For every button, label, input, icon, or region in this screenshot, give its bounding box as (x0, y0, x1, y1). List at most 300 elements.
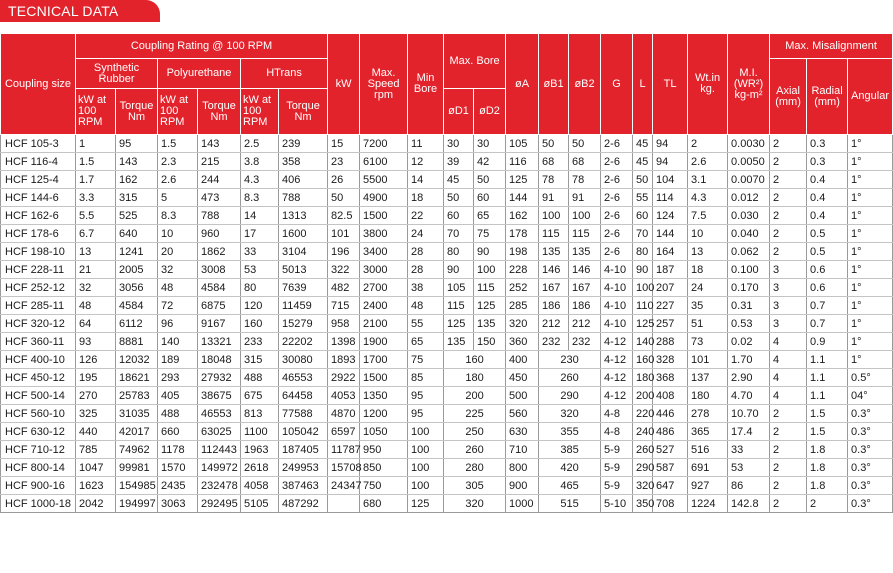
table-cell: 750 (360, 477, 408, 495)
table-cell: 143 (116, 153, 158, 171)
table-cell: 4-10 (601, 315, 633, 333)
table-cell: 33 (241, 243, 279, 261)
table-cell: 320 (506, 315, 539, 333)
table-cell: 560 (506, 405, 539, 423)
table-cell: 290 (633, 459, 653, 477)
table-cell: 99981 (116, 459, 158, 477)
table-cell: 51 (688, 315, 728, 333)
table-cell: 2 (807, 495, 848, 513)
table-cell: 2 (770, 189, 807, 207)
header-polyurethane: Polyurethane (158, 59, 241, 89)
table-cell: 0.6 (807, 279, 848, 297)
table-cell: 0.3 (807, 153, 848, 171)
table-cell: HCF 228-11 (1, 261, 76, 279)
table-cell: 525 (116, 207, 158, 225)
table-cell: 785 (76, 441, 116, 459)
table-cell: 212 (539, 315, 569, 333)
table-cell: 328 (653, 351, 688, 369)
table-cell: 400 (506, 351, 539, 369)
header-min-bore: Min Bore (408, 34, 444, 135)
table-cell: 100 (408, 477, 444, 495)
table-cell: 2-6 (601, 225, 633, 243)
header-synthetic-rubber: Synthetic Rubber (76, 59, 158, 89)
table-cell: 647 (653, 477, 688, 495)
table-cell: 77588 (279, 405, 328, 423)
table-cell: 270 (76, 387, 116, 405)
header-od1: øD1 (444, 89, 474, 135)
table-cell: 2-6 (601, 153, 633, 171)
section-title: TECNICAL DATA (8, 3, 119, 19)
table-cell: HCF 198-10 (1, 243, 76, 261)
table-cell: 0.3 (807, 135, 848, 153)
table-cell: 1000 (506, 495, 539, 513)
table-cell: 26 (328, 171, 360, 189)
table-cell: 587 (653, 459, 688, 477)
table-cell: 1 (76, 135, 116, 153)
table-cell: 189 (158, 351, 198, 369)
table-row (1, 441, 893, 459)
table-cell: 355 (539, 423, 601, 441)
table-cell: 73 (688, 333, 728, 351)
table-cell: 691 (688, 459, 728, 477)
table-cell: 239 (279, 135, 328, 153)
table-cell: 4 (770, 387, 807, 405)
table-cell: 2-6 (601, 189, 633, 207)
table-cell: 420 (539, 459, 601, 477)
table-cell: 22202 (279, 333, 328, 351)
table-cell: 160 (633, 351, 653, 369)
table-cell: 180 (633, 369, 653, 387)
table-cell: 13 (76, 243, 116, 261)
table-cell: 315 (241, 351, 279, 369)
table-cell: 28 (408, 261, 444, 279)
table-cell: 710 (506, 441, 539, 459)
table-cell: 90 (444, 261, 474, 279)
table-cell: 2 (770, 207, 807, 225)
table-cell: 38675 (198, 387, 241, 405)
table-cell: HCF 178-6 (1, 225, 76, 243)
table-cell: 125 (408, 495, 444, 513)
table-cell: 958 (328, 315, 360, 333)
table-cell: 65 (408, 333, 444, 351)
table-row (1, 387, 893, 405)
header-htrans: HTrans (241, 59, 328, 89)
table-cell: HCF 162-6 (1, 207, 76, 225)
table-cell: 154985 (116, 477, 158, 495)
table-cell: 24 (688, 279, 728, 297)
table-cell: 1° (848, 243, 893, 261)
table-cell: HCF 252-12 (1, 279, 76, 297)
table-cell: 135 (474, 315, 506, 333)
header-ob2: øB2 (569, 34, 601, 135)
table-cell: 3063 (158, 495, 198, 513)
table-cell: 94 (653, 135, 688, 153)
table-cell: 15708 (328, 459, 360, 477)
table-cell: 194997 (116, 495, 158, 513)
table-cell: 50 (633, 171, 653, 189)
table-cell: 0.5 (807, 243, 848, 261)
table-cell: 2-6 (601, 207, 633, 225)
table-cell: 1.1 (807, 369, 848, 387)
table-cell: 82.5 (328, 207, 360, 225)
table-cell: 96 (158, 315, 198, 333)
table-cell: 3.1 (688, 171, 728, 189)
table-cell: 0.9 (807, 333, 848, 351)
table-cell: 660 (158, 423, 198, 441)
table-row (1, 459, 893, 477)
table-cell: 93 (76, 333, 116, 351)
table-cell: 249953 (279, 459, 328, 477)
table-cell: 28 (408, 243, 444, 261)
table-cell: 2 (688, 135, 728, 153)
table-cell: 320 (444, 495, 506, 513)
table-cell: 115 (539, 225, 569, 243)
table-cell: 120 (241, 297, 279, 315)
table-cell: 42 (474, 153, 506, 171)
table-cell: 104 (653, 171, 688, 189)
table-row (1, 405, 893, 423)
table-cell: 408 (653, 387, 688, 405)
table-cell: 1.5 (807, 423, 848, 441)
table-cell: 4-12 (601, 351, 633, 369)
header-mi-line1: M.I. (739, 66, 758, 79)
table-cell: 207 (653, 279, 688, 297)
table-cell: 114 (653, 189, 688, 207)
table-cell: 368 (653, 369, 688, 387)
table-cell: 18 (688, 261, 728, 279)
table-cell: 78 (569, 171, 601, 189)
table-cell: 2 (770, 495, 807, 513)
table-cell: 80 (444, 243, 474, 261)
table-cell: 0.4 (807, 189, 848, 207)
table-cell: 4-12 (601, 333, 633, 351)
table-cell: 11 (408, 135, 444, 153)
table-cell: 124 (653, 207, 688, 225)
table-cell: 230 (539, 351, 601, 369)
table-cell: 60 (444, 207, 474, 225)
table-cell: 33 (728, 441, 770, 459)
table-cell: 50 (328, 189, 360, 207)
table-cell: 80 (241, 279, 279, 297)
table-cell: 0.0070 (728, 171, 770, 189)
table-row (1, 333, 893, 351)
table-cell: 186 (539, 297, 569, 315)
table-cell: 252 (506, 279, 539, 297)
table-cell: 2 (770, 459, 807, 477)
table-cell: 8.3 (158, 207, 198, 225)
table-cell: 233 (241, 333, 279, 351)
table-cell: 4.3 (688, 189, 728, 207)
table-cell (328, 495, 360, 513)
table-cell: 293 (158, 369, 198, 387)
table-cell: 162 (116, 171, 158, 189)
table-cell: 4-12 (601, 369, 633, 387)
table-cell: 10.70 (728, 405, 770, 423)
table-cell: 1° (848, 135, 893, 153)
table-cell: 0.7 (807, 297, 848, 315)
table-cell: 68 (539, 153, 569, 171)
table-cell: HCF 320-12 (1, 315, 76, 333)
table-cell: 64 (76, 315, 116, 333)
table-cell: 2.6 (158, 171, 198, 189)
table-cell: 32 (158, 261, 198, 279)
table-cell: 143 (198, 135, 241, 153)
table-cell: 11787 (328, 441, 360, 459)
table-cell: HCF 710-12 (1, 441, 76, 459)
table-cell: 112443 (198, 441, 241, 459)
table-cell: 950 (360, 441, 408, 459)
table-cell: 1862 (198, 243, 241, 261)
table-cell: 12032 (116, 351, 158, 369)
table-cell: 100 (408, 423, 444, 441)
table-cell: 9167 (198, 315, 241, 333)
table-cell: 1500 (360, 207, 408, 225)
table-cell: 0.4 (807, 207, 848, 225)
table-cell: 101 (328, 225, 360, 243)
table-cell: 1° (848, 261, 893, 279)
table-cell: 0.3° (848, 459, 893, 477)
table-cell: 3800 (360, 225, 408, 243)
table-cell: 1.5 (158, 135, 198, 153)
table-cell: 04° (848, 387, 893, 405)
table-cell: 1° (848, 207, 893, 225)
table-cell: 1893 (328, 351, 360, 369)
table-cell: 0.062 (728, 243, 770, 261)
table-cell: 110 (633, 297, 653, 315)
table-cell: 4058 (241, 477, 279, 495)
header-coupling-rating: Coupling Rating @ 100 RPM (76, 34, 328, 59)
header-max-speed: Max. Speed rpm (360, 34, 408, 135)
table-cell: 46553 (198, 405, 241, 423)
table-cell: 17 (241, 225, 279, 243)
table-cell: 48 (408, 297, 444, 315)
table-body (1, 135, 893, 513)
table-cell: 55 (408, 315, 444, 333)
table-cell: HCF 285-11 (1, 297, 76, 315)
table-cell: HCF 1000-18 (1, 495, 76, 513)
table-cell: 137 (688, 369, 728, 387)
table-cell: 487292 (279, 495, 328, 513)
table-cell: 2.6 (688, 153, 728, 171)
table-cell: 10 (688, 225, 728, 243)
table-cell: 788 (198, 207, 241, 225)
table-cell: 200 (444, 387, 506, 405)
table-cell: 2 (770, 135, 807, 153)
table-cell: 1178 (158, 441, 198, 459)
table-cell: 149972 (198, 459, 241, 477)
table-cell: 515 (539, 495, 601, 513)
table-row (1, 477, 893, 495)
table-cell: 195 (76, 369, 116, 387)
table-cell: 200 (633, 387, 653, 405)
table-cell: 13321 (198, 333, 241, 351)
table-cell: 50 (444, 189, 474, 207)
table-cell: 18048 (198, 351, 241, 369)
table-cell: 1241 (116, 243, 158, 261)
table-cell: 1° (848, 225, 893, 243)
table-cell: 1398 (328, 333, 360, 351)
header-axial: Axial (mm) (770, 59, 807, 135)
table-cell: 360 (506, 333, 539, 351)
table-cell: 95 (408, 387, 444, 405)
header-od2: øD2 (474, 89, 506, 135)
table-cell: 1623 (76, 477, 116, 495)
table-row (1, 315, 893, 333)
table-cell: 2 (770, 423, 807, 441)
table-cell: 115 (444, 297, 474, 315)
table-cell: 22 (408, 207, 444, 225)
table-cell: 1° (848, 297, 893, 315)
table-cell: 144 (653, 225, 688, 243)
table-cell: 160 (241, 315, 279, 333)
table-cell: 1.5 (807, 405, 848, 423)
table-cell: 406 (279, 171, 328, 189)
table-cell: HCF 900-16 (1, 477, 76, 495)
table-cell: 2005 (116, 261, 158, 279)
table-cell: 2-6 (601, 135, 633, 153)
table-cell: 30 (474, 135, 506, 153)
table-cell: 4 (770, 351, 807, 369)
table-cell: 2.5 (241, 135, 279, 153)
table-cell: 5105 (241, 495, 279, 513)
table-cell: 280 (444, 459, 506, 477)
table-cell: 325 (76, 405, 116, 423)
table-cell: 135 (569, 243, 601, 261)
table-cell: 0.6 (807, 261, 848, 279)
table-cell: 4-12 (601, 387, 633, 405)
table-cell: 78 (539, 171, 569, 189)
table-cell: 5013 (279, 261, 328, 279)
table-cell: 4584 (198, 279, 241, 297)
table-cell: 60 (633, 207, 653, 225)
table-cell: 680 (360, 495, 408, 513)
table-cell: 1° (848, 153, 893, 171)
header-mi-line3: kg-m² (734, 88, 763, 101)
table-cell: 42017 (116, 423, 158, 441)
table-cell: 50 (474, 171, 506, 189)
table-cell: 8881 (116, 333, 158, 351)
table-cell: 3 (770, 315, 807, 333)
table-cell: 0.4 (807, 171, 848, 189)
table-cell: 927 (688, 477, 728, 495)
table-cell: 0.0030 (728, 135, 770, 153)
table-cell: 1° (848, 315, 893, 333)
table-cell: 18621 (116, 369, 158, 387)
table-cell: 292495 (198, 495, 241, 513)
table-cell: HCF 630-12 (1, 423, 76, 441)
table-cell: 212 (569, 315, 601, 333)
table-cell: 3000 (360, 261, 408, 279)
table-cell: 5 (158, 189, 198, 207)
table-cell: 4-10 (601, 279, 633, 297)
table-cell: 20 (158, 243, 198, 261)
table-cell: 2400 (360, 297, 408, 315)
table-cell: 100 (408, 459, 444, 477)
header-oa: øA (506, 34, 539, 135)
table-cell: 1313 (279, 207, 328, 225)
table-cell: 0.0050 (728, 153, 770, 171)
table-cell: 38 (408, 279, 444, 297)
table-cell: 0.31 (728, 297, 770, 315)
table-cell: 2 (770, 225, 807, 243)
table-cell: 290 (539, 387, 601, 405)
table-cell: 5-9 (601, 459, 633, 477)
table-cell: 232 (569, 333, 601, 351)
table-cell: 322 (328, 261, 360, 279)
header-coupling-size: Coupling size (1, 34, 76, 135)
table-cell: 50 (569, 135, 601, 153)
table-cell: 125 (474, 297, 506, 315)
table-cell: 0.5 (807, 225, 848, 243)
table-cell: 32 (76, 279, 116, 297)
table-cell: 2618 (241, 459, 279, 477)
table-cell: 305 (444, 477, 506, 495)
table-cell: 850 (360, 459, 408, 477)
table-cell: 115 (569, 225, 601, 243)
table-cell: 6100 (360, 153, 408, 171)
table-cell: 4-10 (601, 261, 633, 279)
table-row (1, 297, 893, 315)
technical-data-table (0, 33, 893, 513)
table-cell: 140 (633, 333, 653, 351)
table-cell: 2922 (328, 369, 360, 387)
table-cell: 278 (688, 405, 728, 423)
table-cell: 164 (653, 243, 688, 261)
table-cell: 1° (848, 189, 893, 207)
table-cell: 64458 (279, 387, 328, 405)
table-cell: 2 (770, 243, 807, 261)
table-cell: 1.70 (728, 351, 770, 369)
table-cell: 146 (539, 261, 569, 279)
table-cell: HCF 450-12 (1, 369, 76, 387)
table-cell: 25783 (116, 387, 158, 405)
table-cell: 4-10 (601, 297, 633, 315)
table-cell: 125 (506, 171, 539, 189)
table-cell: 385 (539, 441, 601, 459)
table-row (1, 495, 893, 513)
table-cell: 72 (158, 297, 198, 315)
table-cell: 225 (444, 405, 506, 423)
table-cell: 0.02 (728, 333, 770, 351)
table-cell: 15 (328, 135, 360, 153)
table-cell: 91 (569, 189, 601, 207)
table-cell: 5.5 (76, 207, 116, 225)
table-cell: HCF 105-3 (1, 135, 76, 153)
table-cell: 160 (444, 351, 506, 369)
table-cell: 13 (688, 243, 728, 261)
table-cell: 0.3° (848, 405, 893, 423)
table-cell: 1° (848, 171, 893, 189)
table-row (1, 225, 893, 243)
header-htrans-torque: Torque Nm (279, 89, 328, 135)
table-cell: HCF 560-10 (1, 405, 76, 423)
table-cell: 86 (728, 477, 770, 495)
table-cell: 80 (633, 243, 653, 261)
table-row (1, 279, 893, 297)
table-cell: 405 (158, 387, 198, 405)
table-cell: 68 (569, 153, 601, 171)
table-cell: 94 (653, 153, 688, 171)
table-cell: 0.53 (728, 315, 770, 333)
table-cell: 14 (241, 207, 279, 225)
table-cell: 3.3 (76, 189, 116, 207)
table-cell: 4-8 (601, 423, 633, 441)
table-cell: 1600 (279, 225, 328, 243)
table-cell: 1350 (360, 387, 408, 405)
header-poly-torque: Torque Nm (198, 89, 241, 135)
table-cell: 4053 (328, 387, 360, 405)
table-cell: 24 (408, 225, 444, 243)
